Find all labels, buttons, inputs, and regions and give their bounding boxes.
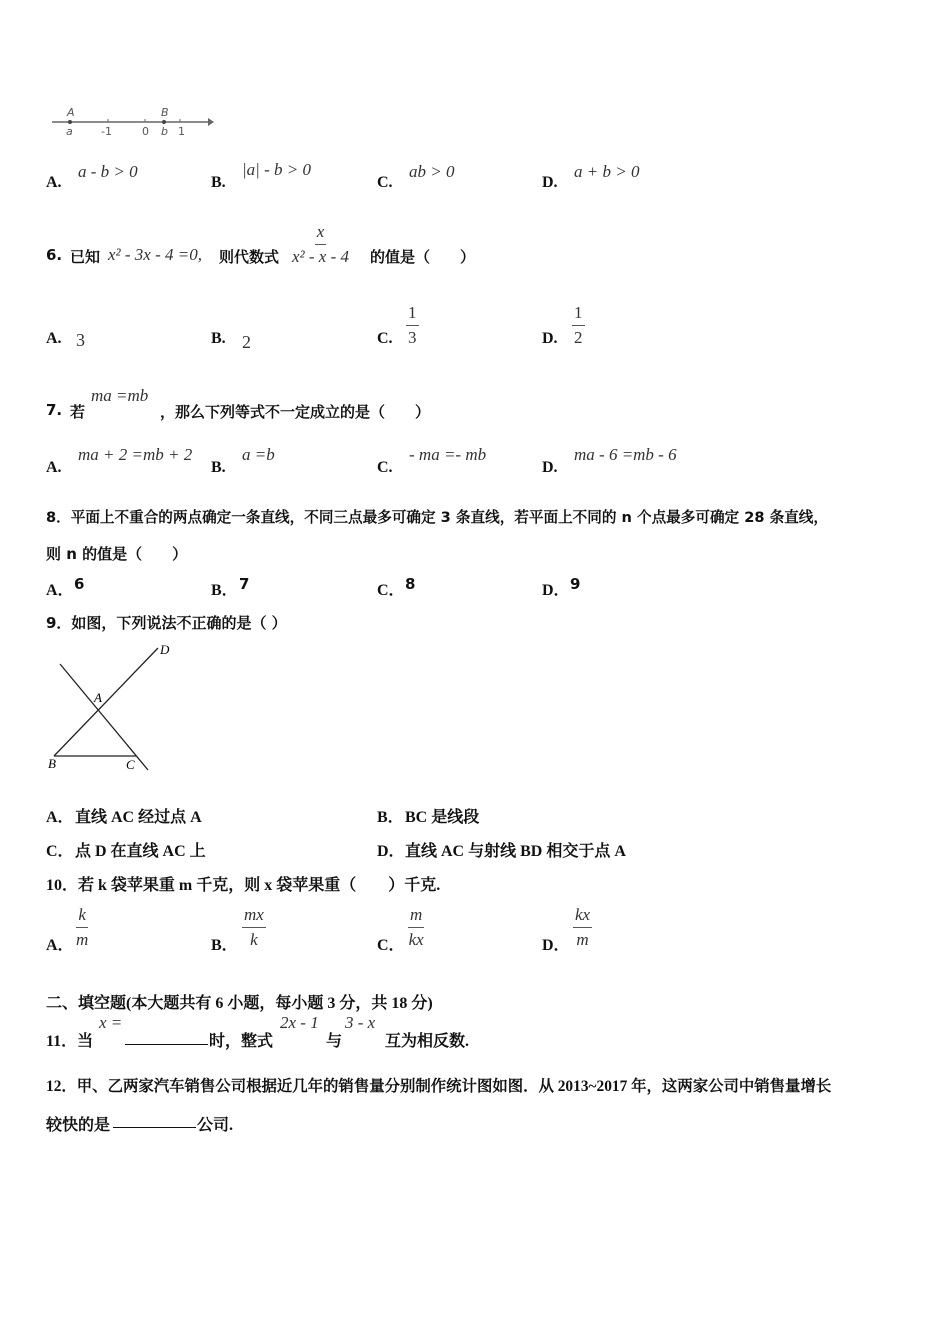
- option-label: D．: [542, 937, 570, 954]
- option-label: C．: [46, 843, 74, 860]
- question-text: 与: [326, 1033, 343, 1050]
- option-label: A.: [46, 174, 62, 191]
- question-text: 8．平面上不重合的两点确定一条直线，不同三点最多可确定 3 条直线，若平面上不同的 n 个点最多可确定 28 条直线，: [46, 509, 828, 526]
- point-b-label: B: [161, 106, 169, 119]
- option-label: D．: [542, 582, 570, 599]
- question-text: 12．甲、乙两家汽车销售公司根据近几年的销售量分别制作统计图如图．从 2013~2017 年，这两家公司中销售量增长: [46, 1078, 832, 1095]
- tick-label: b: [161, 125, 168, 138]
- question-text: 则代数式: [219, 248, 280, 266]
- option-expr: ma - 6 =mb - 6: [574, 445, 677, 464]
- option-expr: |a| - b > 0: [242, 160, 311, 179]
- equation: ma =mb: [91, 386, 149, 405]
- point-a-label: A: [94, 690, 102, 705]
- fraction-expr: $\frac{x}{\text{x² - x - 4}}$: [292, 222, 350, 266]
- expression: x =: [99, 1013, 123, 1032]
- section-title: 二、填空题(本大题共有 6 小题，每小题 3 分，共 18 分): [46, 995, 433, 1012]
- option-value: 6: [74, 575, 85, 593]
- option-fraction: $\frac{mx}{k}$: [244, 905, 264, 949]
- question-text: 公司.: [197, 1117, 234, 1134]
- question-text: 10．若 k 袋苹果重 m 千克，则 x 袋苹果重（ ）千克.: [46, 877, 441, 894]
- option-value: 7: [239, 575, 250, 593]
- tick-label: 1: [178, 125, 185, 138]
- tick-label: a: [66, 125, 73, 138]
- equation: x² - 3x - 4 =0,: [108, 245, 202, 264]
- option-fraction: $\frac{m}{kx}$: [408, 905, 424, 949]
- option-label: A.: [46, 459, 62, 476]
- question-text: 则 n 的值是（ ）: [46, 545, 188, 563]
- question-text: 已知: [70, 248, 101, 266]
- option-fraction: $\frac{1}{3}$: [408, 303, 417, 347]
- option-label: A.: [46, 330, 62, 347]
- tick-label: 0: [142, 125, 149, 138]
- option-label: B.: [211, 459, 226, 476]
- option-value: 2: [242, 332, 251, 352]
- option-label: B．: [377, 809, 404, 826]
- option-label: C.: [377, 459, 393, 476]
- option-label: B．: [211, 582, 238, 599]
- option-text: 直线 AC 经过点 A: [75, 809, 202, 826]
- point-a-label: A: [67, 106, 75, 119]
- question-text: 较快的是: [46, 1117, 111, 1134]
- option-label: B.: [211, 330, 226, 347]
- point-c-label: C: [126, 757, 135, 772]
- question-text: 的值是（ ）: [370, 248, 476, 266]
- expression: 3 - x: [345, 1013, 376, 1032]
- option-fraction: $\frac{k}{m}$: [76, 905, 89, 949]
- question-number: 6.: [46, 246, 63, 264]
- option-fraction: $\frac{1}{2}$: [574, 303, 583, 347]
- question-text: ，那么下列等式不一定成立的是（ ）: [160, 403, 431, 421]
- option-fraction: $\frac{kx}{m}$: [575, 905, 591, 949]
- option-label: A．: [46, 937, 74, 954]
- expression: 2x - 1: [280, 1013, 319, 1032]
- answer-blank[interactable]: [113, 1112, 196, 1128]
- option-label: D．: [377, 843, 405, 860]
- option-label: C.: [377, 174, 393, 191]
- option-label: B.: [211, 174, 226, 191]
- option-expr: a + b > 0: [574, 162, 640, 181]
- option-expr: a =b: [242, 445, 275, 464]
- option-text: BC 是线段: [405, 809, 480, 826]
- option-label: C.: [377, 330, 393, 347]
- point-b-label: B: [48, 756, 56, 771]
- question-text: 时，整式: [209, 1033, 274, 1050]
- option-label: B．: [211, 937, 238, 954]
- question-text: 9．如图，下列说法不正确的是（ ）: [46, 614, 287, 632]
- option-expr: ma + 2 =mb + 2: [78, 445, 193, 464]
- tick-label: -1: [101, 125, 112, 138]
- answer-blank[interactable]: [125, 1030, 208, 1045]
- option-expr: - ma =- mb: [409, 445, 487, 464]
- option-text: 点 D 在直线 AC 上: [75, 843, 206, 860]
- question-number: 7.: [46, 401, 63, 419]
- number-line-figure: [48, 104, 218, 140]
- option-text: 直线 AC 与射线 BD 相交于点 A: [405, 843, 626, 860]
- option-label: D.: [542, 459, 558, 476]
- option-value: 9: [570, 575, 581, 593]
- option-label: C．: [377, 937, 405, 954]
- question-text: 11．当: [46, 1033, 94, 1050]
- option-expr: a - b > 0: [78, 162, 138, 181]
- question-text: 若: [70, 403, 86, 421]
- question-text: 互为相反数.: [385, 1033, 470, 1050]
- geometry-figure: [44, 640, 184, 775]
- option-value: 8: [405, 575, 416, 593]
- option-label: A．: [46, 809, 74, 826]
- option-label: A．: [46, 582, 74, 599]
- option-label: C．: [377, 582, 405, 599]
- option-value: 3: [76, 330, 85, 350]
- point-d-label: D: [160, 642, 170, 657]
- option-expr: ab > 0: [409, 162, 455, 181]
- option-label: D.: [542, 174, 558, 191]
- option-label: D.: [542, 330, 558, 347]
